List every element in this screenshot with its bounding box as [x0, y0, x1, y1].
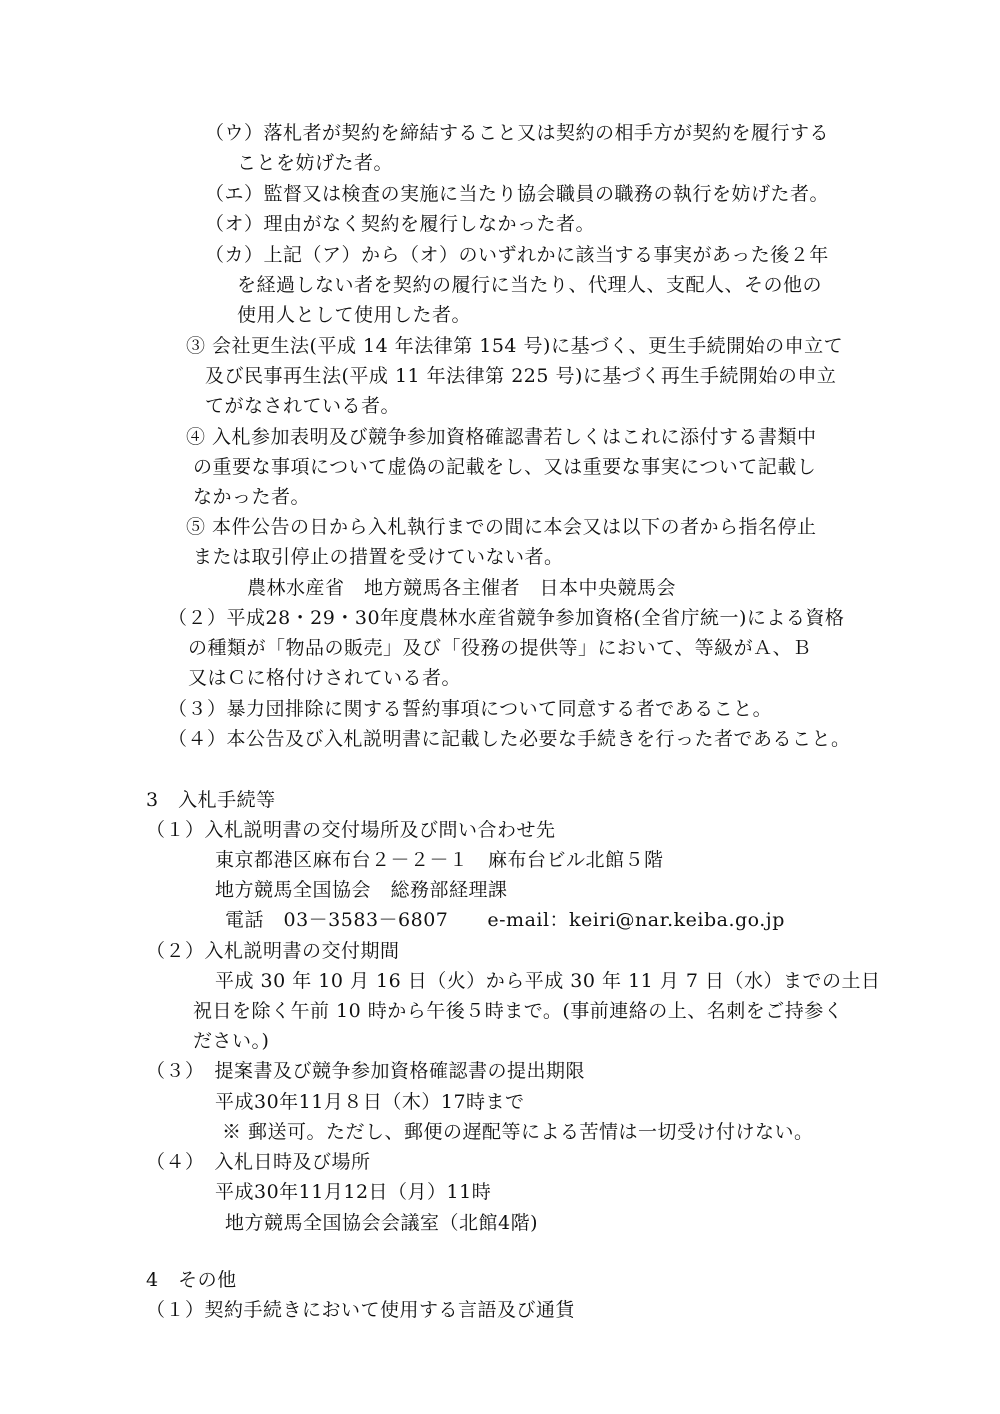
text-line: （３） 提案書及び競争参加資格確認書の提出期限: [146, 1060, 586, 1082]
text-line: の種類が「物品の販売」及び「役務の提供等」において、等級がＡ、Ｂ: [188, 637, 812, 659]
text-line: （２）平成28・29・30年度農林水産省競争参加資格(全省庁統一)による資格: [168, 607, 845, 629]
text-line: 東京都港区麻布台２－２－１ 麻布台ビル北館５階: [215, 849, 664, 871]
text-line: ④ 入札参加表明及び競争参加資格確認書若しくはこれに添付する書類中: [186, 426, 817, 448]
text-line: （１）契約手続きにおいて使用する言語及び通貨: [146, 1299, 576, 1321]
text-line: （４） 入札日時及び場所: [146, 1151, 371, 1173]
text-line: 祝日を除く午前 10 時から午後５時まで。(事前連絡の上、名刺をご持参く: [193, 1000, 844, 1022]
text-line: ことを妨げた者。: [237, 152, 394, 174]
text-line: 平成30年11月12日（月）11時: [215, 1181, 492, 1203]
text-line: 平成 30 年 10 月 16 日（火）から平成 30 年 11 月 7 日（水）までの土日: [215, 970, 881, 992]
text-line: または取引停止の措置を受けていない者。: [193, 546, 564, 568]
text-line: （１）入札説明書の交付場所及び問い合わせ先: [146, 819, 556, 841]
text-line: 使用人として使用した者。: [237, 304, 472, 326]
text-line: （カ）上記（ア）から（オ）のいずれかに該当する事実があった後２年: [205, 244, 829, 266]
text-line: を経過しない者を契約の履行に当たり、代理人、支配人、その他の: [237, 274, 823, 296]
text-line: ださい。): [193, 1030, 270, 1052]
text-line: （４）本公告及び入札説明書に記載した必要な手続きを行った者であること。: [168, 728, 851, 750]
section-heading: 4 その他: [146, 1269, 237, 1291]
text-line: 平成30年11月８日（木）17時まで: [215, 1091, 525, 1113]
text-line: （オ）理由がなく契約を履行しなかった者。: [205, 213, 596, 235]
text-line: （３）暴力団排除に関する誓約事項について同意する者であること。: [168, 698, 773, 720]
text-line: 地方競馬全国協会 総務部経理課: [215, 879, 508, 901]
text-line: てがなされている者。: [205, 395, 401, 417]
text-line: 農林水産省 地方競馬各主催者 日本中央競馬会: [247, 577, 677, 599]
text-line: 及び民事再生法(平成 11 年法律第 225 号)に基づく再生手続開始の申立: [205, 365, 837, 387]
text-line: の重要な事項について虚偽の記載をし、又は重要な事実について記載し: [193, 456, 817, 478]
text-line: 地方競馬全国協会会議室（北館4階): [225, 1212, 539, 1234]
text-line: （ウ）落札者が契約を締結すること又は契約の相手方が契約を履行する: [205, 122, 830, 144]
text-line: 又はＣに格付けされている者。: [188, 667, 462, 689]
text-line: なかった者。: [193, 486, 311, 508]
text-line: ⑤ 本件公告の日から入札執行までの間に本会又は以下の者から指名停止: [186, 516, 817, 538]
section-heading: 3 入札手続等: [146, 789, 276, 811]
text-line: （エ）監督又は検査の実施に当たり協会職員の職務の執行を妨げた者。: [205, 183, 830, 205]
text-line: 電話 03－3583－6807 e-mail：keiri@nar.keiba.go.jp: [225, 909, 785, 931]
text-line: （２）入札説明書の交付期間: [146, 940, 400, 962]
text-line: ※ 郵送可。ただし、郵便の遅配等による苦情は一切受け付けない。: [222, 1121, 814, 1143]
text-line: ③ 会社更生法(平成 14 年法律第 154 号)に基づく、更生手続開始の申立て: [186, 335, 844, 357]
